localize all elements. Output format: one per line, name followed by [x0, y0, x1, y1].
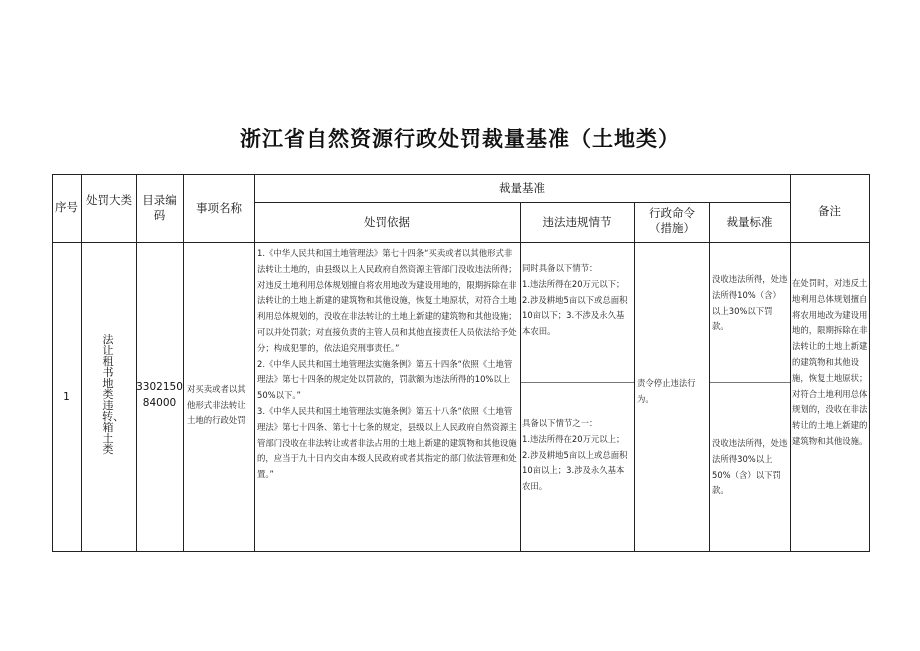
header-category: 处罚大类: [86, 193, 132, 207]
header-remarks: 备注: [818, 204, 841, 218]
row-admin-order: 责令停止违法行为。: [637, 378, 696, 404]
header-basis: 处罚依据: [364, 215, 410, 229]
row-standard-2: 没收违法所得，处违法所得30%以上50%（含）以下罚款。: [712, 438, 788, 496]
row-basis: 1.《中华人民共和国土地管理法》第七十四条“买卖或者以其他形式非法转让土地的，由县级以上人民政府自然资源主管部门没收违法所得；对违反土地利用总体规划擅自将农用地改为建设用地的，限期拆除在非法转让的土地上新建的建筑物和其他设施，恢复土地原状，对符合土地利用总体规划的，没收在非法转让的土地上新建的建筑物和其他设施；可以并处罚款；对直接负责的主管人员和其他直接责任人员依法给予处分；构成犯罪的，依法追究刑事责任。” 2.《中华人民共和国土地管理法实施条例》第五十四条“依照《土地管理法》第七十四条的规定处以罚款的，罚款额为违法所得的10%以上50%以下。” 3.《中华人民共和国土地管理法实施条例》第五十八条“依照《土地管理法》第七十四条、第七十七条的规定，县级以上人民政府自然资源主管部门没收在非法转让或者非法占用的土地上新建的建筑物和其他设施的，应当于九十日内交由本级人民政府或者其指定的部门依法管理和处置。”: [257, 248, 517, 480]
row-code-line1: 3302150: [136, 381, 183, 393]
row-seq: 1: [63, 391, 70, 403]
row-code-line2: 84000: [142, 397, 177, 409]
header-code: 目录编码: [142, 193, 177, 222]
header-discretion: 裁量基准: [499, 181, 545, 195]
header-admin-order: 行政命令（措施）: [649, 206, 695, 235]
row-code: [136, 379, 183, 411]
page-title: 浙江省自然资源行政处罚裁量基准（土地类）: [240, 127, 680, 151]
row-circumstance-1: 同时具备以下情节： 1.违法所得在20万元以下； 2.涉及耕地5亩以下或总面积10亩以下；3.不涉及永久基本农田。: [522, 263, 628, 337]
header-item-name: 事项名称: [196, 201, 242, 215]
row-circumstance-2: 具备以下情节之一： 1.违法所得在20万元以上； 2.涉及耕地5亩以上或总面积10亩以上；3.涉及永久基本农田。: [522, 418, 628, 492]
row-category: 法让租书地类违转、箱土类: [102, 333, 124, 456]
row-item-name: 对买卖或者以其他形式非法转让土地的行政处罚: [187, 384, 246, 426]
header-seq: 序号: [55, 200, 78, 214]
row-standard-1: 没收违法所得，处违法所得10%（含）以上30%以下罚款。: [712, 274, 788, 332]
header-circumstances: 违法违规情节: [542, 215, 612, 229]
header-standard: 裁量标准: [726, 215, 773, 229]
row-remarks: 在处罚时，对违反土地利用总体规划擅自将农用地改为建设用地的，限期拆除在非法转让的土地上新建的建筑物和其他设施，恢复土地原状；对符合土地利用总体规划的，没收在非法转让的土地上新建的建筑物和其他设施。: [792, 278, 868, 446]
discretion-table: [52, 174, 870, 552]
